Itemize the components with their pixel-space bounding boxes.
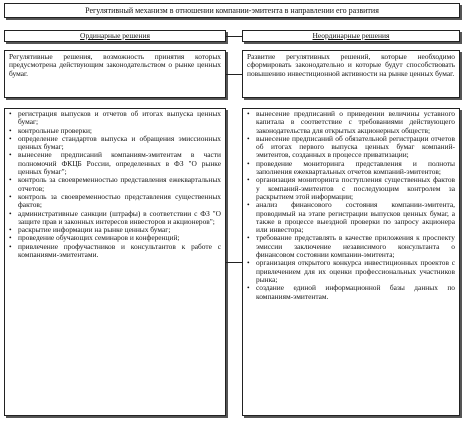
list-item: • требование представлять в качестве приложения к проспекту эмиссии заключение независимого консультанта о финансовом состоянии компании-эмитента; — [247, 234, 455, 259]
list-item: • организация мониторинга поступления существенных фактов у компаний-эмитентов с последующим контролем за раскрытием этой информации; — [247, 176, 455, 201]
ordinary-measures-list — [5, 109, 225, 259]
extraordinary-heading: Неординарные решения — [312, 31, 390, 40]
list-item: • вынесение предписаний компаниям-эмитентам в части полномочий ФКЦБ России, определенных в ФЗ "О рынке ценных бумаг"; — [9, 151, 221, 176]
extraordinary-heading-box — [242, 30, 460, 42]
ordinary-measures-box — [4, 108, 226, 416]
list-item: • создание единой информационной базы данных по компаниям-эмитентам. — [247, 284, 455, 301]
description-connector — [226, 74, 242, 75]
ordinary-description-box — [4, 50, 226, 98]
mechanism-title-box — [4, 3, 460, 18]
mechanism-title: Регулятивный механизм в отношении компании-эмитента в направлении его развития — [85, 6, 379, 15]
list-item: • контрольные проверки; — [9, 127, 221, 135]
list-item: • анализ финансового состояния компании-эмитента, проводимый на этапе регистрации выпусков ценных бумаг, а также в процессе выездной проверки по запросу акционера или инвестора; — [247, 201, 455, 234]
extraordinary-measures-box — [242, 108, 460, 416]
ordinary-description: Регулятивные решения, возможность принятия которых предусмотрена действующим законодательством о рынке ценных бумаг. — [9, 52, 221, 78]
extraordinary-measures-list — [243, 109, 459, 301]
list-item: • определение стандартов выпуска и обращения эмиссионных ценных бумаг; — [9, 135, 221, 152]
list-item: • раскрытие информации на рынке ценных бумаг; — [9, 226, 221, 234]
list-item: • проведение обучающих семинаров и конференций; — [9, 234, 221, 242]
heading-connector — [226, 36, 242, 37]
list-item: • вынесение предписаний о приведении величины уставного капитала в соответствие с требованиями действующего законодательства для открытых акционерных обществ; — [247, 110, 455, 135]
extraordinary-description: Развитие регулятивных решений, которые необходимо сформировать законодательно и которые будут способствовать повышению инвестиционной активности на рынке ценных бумаг. — [247, 52, 455, 78]
list-item: • привлечение профучастников и консультантов к работе с компаниями-эмитентами. — [9, 243, 221, 260]
list-item: • проведение мониторинга представления и полноты заполнения ежеквартальных отчетов компаний-эмитентов; — [247, 160, 455, 177]
ordinary-heading-box — [4, 30, 226, 42]
ordinary-heading: Ординарные решения — [80, 31, 150, 40]
measures-connector — [226, 262, 242, 263]
extraordinary-description-box — [242, 50, 460, 98]
list-item: • административные санкции (штрафы) в соответствии с ФЗ "О защите прав и законных интересов инвесторов и акционеров"; — [9, 210, 221, 227]
list-item: • контроль за своевременностью представления существенных фактов; — [9, 193, 221, 210]
list-item: • регистрация выпусков и отчетов об итогах выпуска ценных бумаг; — [9, 110, 221, 127]
list-item: • вынесение предписаний об обязательной регистрации отчетов об итогах первого выпуска ценных бумаг компаний-эмитентов, созданных в процессе приватизации; — [247, 135, 455, 160]
list-item: • контроль за своевременностью представления ежеквартальных отчетов; — [9, 176, 221, 193]
list-item: • организация открытого конкурса инвестиционных проектов с привлечением для их оценки профессиональных участников рынка; — [247, 259, 455, 284]
